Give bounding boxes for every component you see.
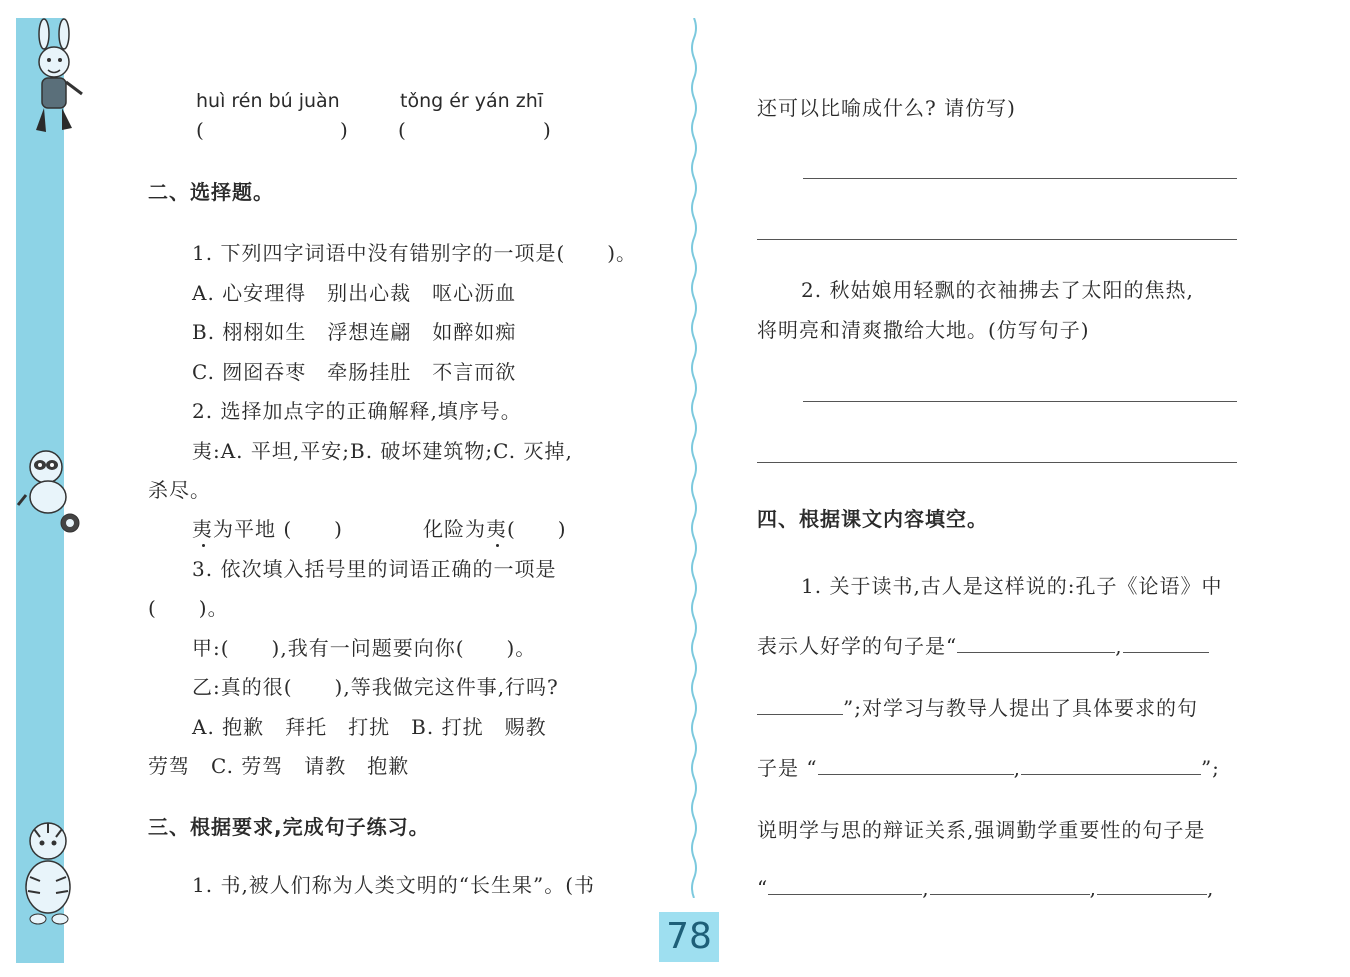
question-2: 2. 选择加点字的正确解释,填序号。	[192, 399, 522, 423]
fill-line2-text: 表示人好学的句子是“	[757, 634, 958, 658]
rabbit-illustration	[14, 18, 88, 138]
answer-line[interactable]	[803, 401, 1237, 402]
fill-blank[interactable]	[757, 696, 843, 715]
fill-line3	[757, 692, 1198, 721]
comma: ,	[1013, 756, 1021, 780]
pinyin-1: huì rén bú juàn	[196, 90, 340, 112]
fill-blank[interactable]	[1021, 756, 1201, 775]
fill-blank[interactable]	[957, 634, 1115, 653]
question-3-options-line2: 劳驾 C. 劳驾 请教 抱歉	[148, 754, 410, 778]
word-2-prefix: 化险为	[423, 517, 486, 541]
word-2-suffix: ( )	[507, 517, 567, 541]
question-1-option-b: B. 栩栩如生 浮想连翩 如醉如痴	[192, 320, 517, 344]
fill-blank[interactable]	[930, 876, 1090, 895]
section-4-heading: 四、根据课文内容填空。	[757, 507, 988, 531]
fill-line4-text: 子是 “	[757, 756, 818, 780]
fill-line2	[757, 630, 1209, 659]
raccoon-illustration	[14, 445, 88, 545]
question-3-line1: 3. 依次填入括号里的词语正确的一项是	[192, 557, 557, 581]
fill-blank[interactable]	[768, 876, 922, 895]
pinyin-1-paren-close: )	[340, 118, 349, 142]
question-1-option-a: A. 心安理得 别出心裁 呕心沥血	[192, 281, 517, 305]
fill-blank[interactable]	[818, 756, 1014, 775]
answer-line[interactable]	[803, 178, 1237, 179]
section-3-heading: 三、根据要求,完成句子练习。	[148, 815, 430, 839]
fill-blank[interactable]	[1097, 876, 1207, 895]
answer-line[interactable]	[757, 462, 1237, 463]
continued-text: 还可以比喻成什么? 请仿写)	[757, 96, 1016, 120]
question-3-yi: 乙:真的很( ),等我做完这件事,行吗?	[192, 675, 559, 699]
close-quote: ”;	[1200, 756, 1220, 780]
question-2-definition-line1: 夷:A. 平坦,平安;B. 破坏建筑物;C. 灭掉,	[192, 439, 573, 463]
pinyin-2: tǒng ér yán zhī	[400, 90, 544, 112]
fill-line6-text: “	[757, 876, 769, 900]
tiger-illustration	[14, 815, 88, 935]
answer-line[interactable]	[757, 239, 1237, 240]
page-number: 78	[659, 912, 719, 962]
question-3-options-line1: A. 抱歉 拜托 打扰 B. 打扰 赐教	[192, 715, 547, 739]
emphasis-dot-char: 夷	[486, 513, 507, 542]
section-2-heading: 二、选择题。	[148, 180, 274, 204]
question-2-word-2	[423, 513, 567, 542]
fill-line5: 说明学与思的辩证关系,强调勤学重要性的句子是	[757, 818, 1206, 842]
question-2-definition-line2: 杀尽。	[148, 478, 211, 502]
fill-line3-text: ”;对学习与教导人提出了具体要求的句	[843, 696, 1198, 720]
emphasis-dot-char: 夷	[192, 513, 213, 542]
fill-blank[interactable]	[1123, 634, 1209, 653]
fill-line4	[757, 752, 1220, 781]
comma: ,	[1089, 876, 1097, 900]
fill-line6	[757, 876, 1214, 900]
question-3-line2: ( )。	[148, 596, 229, 620]
fill-line1: 1. 关于读书,古人是这样说的:孔子《论语》中	[801, 574, 1223, 598]
question-1-option-c: C. 囫囵吞枣 牵肠挂肚 不言而欲	[192, 360, 517, 384]
question-3-jia: 甲:( ),我有一问题要向你( )。	[192, 636, 537, 660]
page-fold-divider	[684, 18, 704, 898]
section-3-question-2-line1: 2. 秋姑娘用轻飘的衣袖拂去了太阳的焦热,	[801, 278, 1194, 302]
pinyin-1-paren-open: (	[196, 118, 205, 142]
question-1: 1. 下列四字词语中没有错别字的一项是( )。	[192, 241, 638, 265]
section-3-question-1: 1. 书,被人们称为人类文明的“长生果”。(书	[192, 873, 596, 897]
word-1-suffix: 为平地 ( )	[213, 517, 343, 541]
section-3-question-2-line2: 将明亮和清爽撒给大地。(仿写句子)	[757, 318, 1090, 342]
comma: ,	[1115, 634, 1123, 658]
pinyin-2-paren-close: )	[543, 118, 552, 142]
question-2-word-1	[192, 513, 343, 542]
comma: ,	[1206, 876, 1215, 900]
pinyin-2-paren-open: (	[398, 118, 407, 142]
comma: ,	[922, 876, 930, 900]
